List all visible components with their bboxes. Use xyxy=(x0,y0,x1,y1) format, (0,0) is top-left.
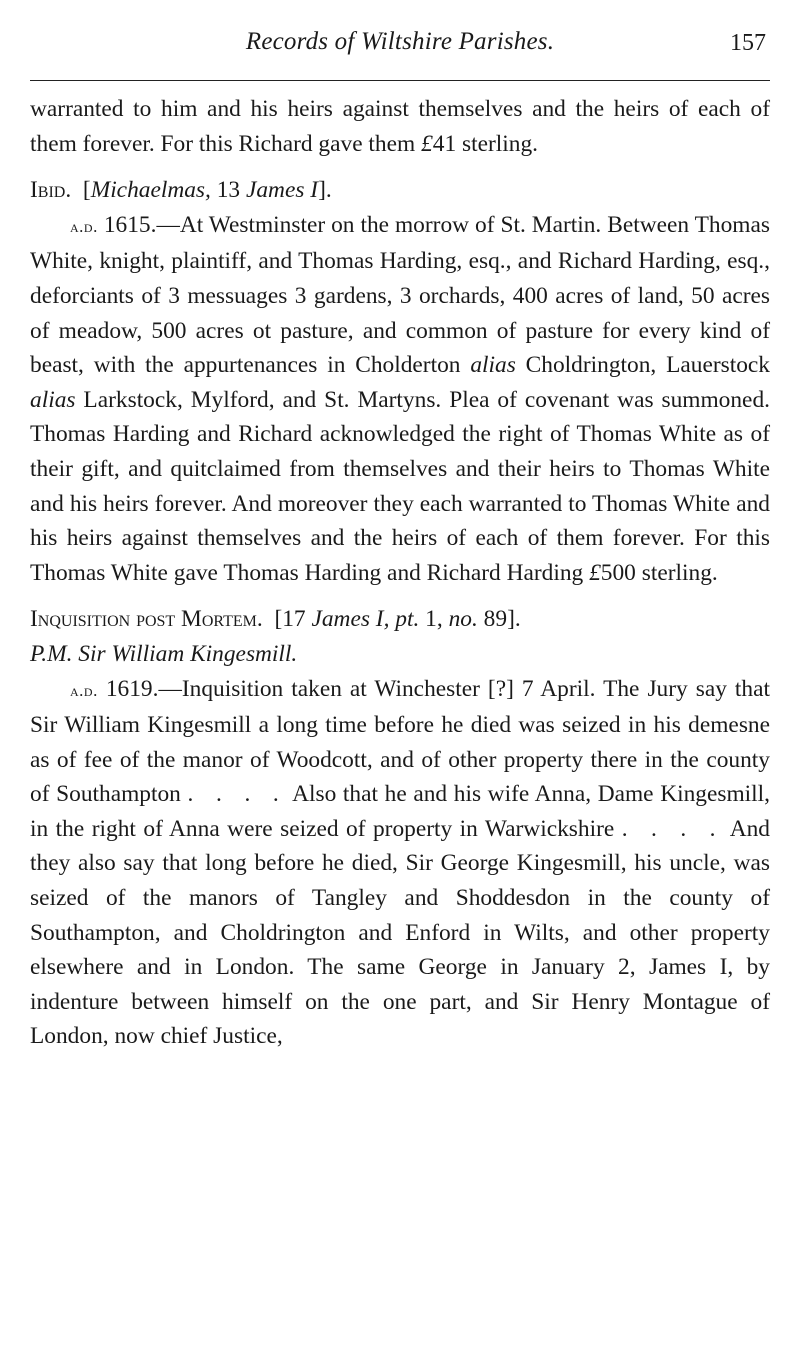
amount: 500 xyxy=(600,559,636,586)
paragraph-text: —At Westminster on the morrow of St. Martin. Between Thomas White, knight, plaintiff, and Thomas Harding, esq., and Richard Harding, esq., deforciants of 3 messuages 3 gardens, 3 orchards, 400 acres of land, 50 acres of meadow, 500 acres ot pasture, and common of pasture for every kind of beast, with the appurtenances in Cholderton xyxy=(30,211,770,379)
continuation-end: sterling. xyxy=(456,130,538,157)
date-label: a.d. xyxy=(70,680,98,700)
ellipsis: . . . . xyxy=(621,815,724,842)
paragraph-text: —Inquisition taken at Winchester [?] 7 April. The Jury say that Sir William Kingesmill a long time before he died was seized in his demesne as of fee of the manor of Woodcott, and of other property there in the county of Southampton xyxy=(30,675,770,808)
inquisition-subheading xyxy=(30,637,770,672)
date-label: a.d. xyxy=(70,216,98,236)
no-label: no. xyxy=(448,606,478,633)
ibid-paragraph xyxy=(30,208,770,591)
ibid-heading xyxy=(30,173,770,208)
paragraph-text: Choldrington, Lauerstock xyxy=(515,352,770,379)
king: James I xyxy=(245,177,319,204)
currency-sign: £ xyxy=(421,130,433,157)
page-body xyxy=(30,92,770,1054)
amount: 41 xyxy=(432,130,457,157)
page-header xyxy=(30,28,770,64)
paragraph-text: sterling. xyxy=(635,559,718,586)
year: 1615. xyxy=(103,211,157,238)
alias-word: alias xyxy=(470,352,516,379)
paragraph-text: And they also say that long before he died, Sir George Kingesmill, his uncle, was seized of the manors of Tangley and Shoddesdon in the county of Southampton, and Choldrington and Enford in Wilts, and other property elsewhere and in London. The same George in January 2, James I, by indenture between himself on the one part, and Sir Henry Montague of London, now chief Justice, xyxy=(30,815,770,1050)
subheading-text: P.M. Sir William Kingesmill. xyxy=(30,640,298,667)
bracket-close: ]. xyxy=(507,606,521,633)
ellipsis: . . . . xyxy=(187,781,287,808)
continuation-text: warranted to him and his heirs against themselves and the heirs of each of them forever. For this Richard gave them xyxy=(30,96,770,157)
bracket-open: [ xyxy=(82,177,91,204)
page-number: 157 xyxy=(730,30,766,56)
inquisition-heading xyxy=(30,602,770,637)
currency-sign: £ xyxy=(589,559,601,586)
regnal-year: 13 xyxy=(210,177,246,204)
king: James I, pt. xyxy=(311,606,420,633)
heading-label: Inquisition post Mortem. xyxy=(30,606,263,633)
heading-label: Ibid. xyxy=(30,177,72,204)
continuation-paragraph xyxy=(30,92,770,161)
part-number: 1, xyxy=(419,606,449,633)
running-title: Records of Wiltshire Parishes. xyxy=(245,28,555,55)
bracket-open: [ xyxy=(274,606,283,633)
regnal-year: 17 xyxy=(282,606,312,633)
bracket-close: ]. xyxy=(318,177,332,204)
paragraph-text: Also that he and his wife Anna, Dame Kingesmill, in the right of Anna were seized of property in Warwickshire xyxy=(30,781,770,842)
roll-number: 89 xyxy=(477,606,508,633)
paragraph-text: Larkstock, Mylford, and St. Martyns. Plea of covenant was summoned. Thomas Harding and Richard acknowledged the right of Thomas White as of their gift, and quitclaimed from themselves and their heirs to Thomas White and his heirs forever. And moreover they each warranted to Thomas White and his heirs against themselves and the heirs of each of them forever. For this Thomas White gave Thomas Harding and Richard Harding xyxy=(30,386,770,586)
year: 1619. xyxy=(105,675,159,702)
alias-word: alias xyxy=(30,386,76,413)
inquisition-paragraph xyxy=(30,672,770,1055)
header-rule xyxy=(30,80,770,81)
term: Michaelmas, xyxy=(90,177,211,204)
